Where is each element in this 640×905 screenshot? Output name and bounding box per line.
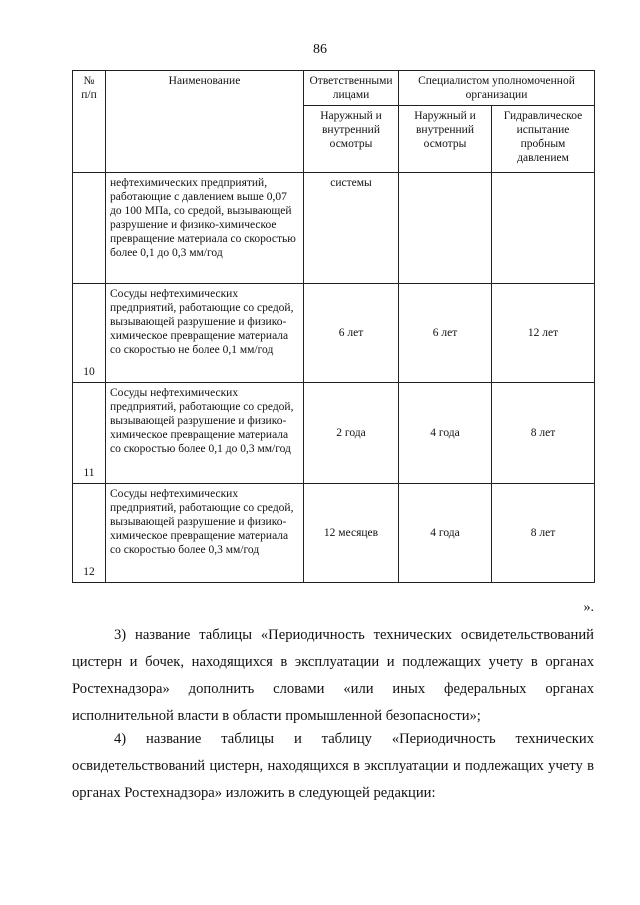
row-number: 12: [73, 484, 106, 583]
table-row: [73, 383, 595, 484]
row-responsible-period: 6 лет: [304, 284, 399, 383]
row-hydraulic-test-period: 12 лет: [492, 284, 595, 383]
table-row: [73, 484, 595, 583]
subheader-specialist-inspection: Наружный и внутренний осмотры: [399, 106, 492, 173]
row-name: нефтехимических предприятий, работающие с давлением выше 0,07 до 100 МПа, со средой, вызывающей разрушение и физико-химическое превращение материала со скоростью более 0,1 до 0,3 мм/год: [106, 173, 304, 284]
row-specialist-inspection-period: 4 года: [399, 484, 492, 583]
paragraph-4: 4) название таблицы и таблицу «Периодичность технических освидетельствований цистерн, находящихся в эксплуатации и подлежащих учету в органах Ростехнадзора» изложить в следующей редакции:: [72, 731, 594, 801]
header-name: Наименование: [106, 71, 304, 173]
row-name: Сосуды нефтехимических предприятий, работающие со средой, вызывающей разрушение и физико-химическое превращение материала со скоростью более 0,1 до 0,3 мм/год: [106, 383, 304, 484]
page-number: 86: [313, 42, 327, 57]
row-responsible-period: 2 года: [304, 383, 399, 484]
table-row: [73, 173, 595, 284]
row-specialist-inspection-period: 4 года: [399, 383, 492, 484]
closing-quote: ».: [583, 600, 594, 615]
table-row: [73, 284, 595, 383]
subheader-hydraulic-test: Гидравлическое испытание пробным давлением: [492, 106, 595, 173]
row-name: Сосуды нефтехимических предприятий, работающие со средой, вызывающей разрушение и физико-химическое превращение материала со скоростью более 0,3 мм/год: [106, 484, 304, 583]
row-number: [73, 173, 106, 284]
row-name: Сосуды нефтехимических предприятий, работающие со средой, вызывающей разрушение и физико-химическое превращение материала со скоростью не более 0,1 мм/год: [106, 284, 304, 383]
row-hydraulic-test-period: 8 лет: [492, 383, 595, 484]
row-responsible-period: 12 месяцев: [304, 484, 399, 583]
header-number: № п/п: [73, 71, 106, 173]
row-number: 10: [73, 284, 106, 383]
header-authorized-specialist: Специалистом уполномоченной организации: [399, 71, 595, 106]
inspection-periodicity-table: [72, 70, 595, 583]
row-number: 11: [73, 383, 106, 484]
row-specialist-inspection-period: 6 лет: [399, 284, 492, 383]
header-responsible-persons: Ответственными лицами: [304, 71, 399, 106]
row-hydraulic-test-period: 8 лет: [492, 484, 595, 583]
row-hydraulic-test-period: [492, 173, 595, 284]
row-specialist-inspection-period: [399, 173, 492, 284]
row-responsible-period: системы: [304, 173, 399, 284]
paragraph-3: 3) название таблицы «Периодичность технических освидетельствований цистерн и бочек, находящихся в эксплуатации и подлежащих учету в органах Ростехнадзора» дополнить словами «или иных федеральных органах исполнительной власти в области промышленной безопасности»;: [72, 627, 594, 724]
subheader-responsible-inspection: Наружный и внутренний осмотры: [304, 106, 399, 173]
